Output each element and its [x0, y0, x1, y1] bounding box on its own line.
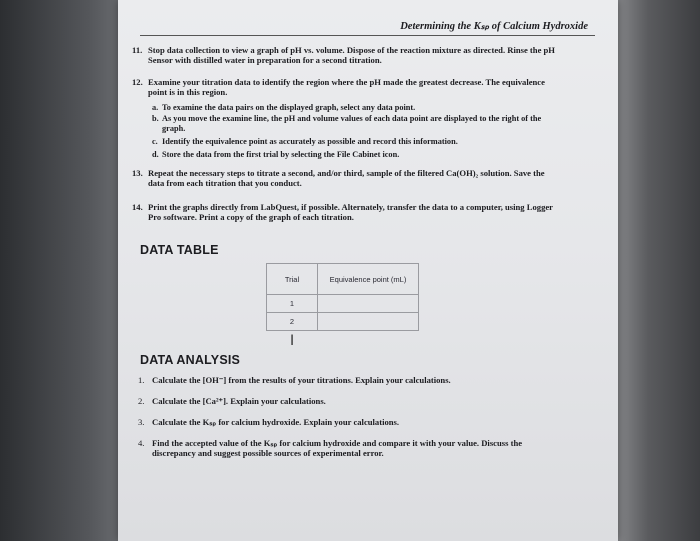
document-page [118, 0, 618, 541]
equivalence-point-cell[interactable] [318, 295, 419, 313]
trial-cell: 2 [267, 313, 318, 331]
substep-letter: c. [152, 137, 158, 146]
step-number: 11. [132, 45, 143, 55]
substep-letter: b. [152, 114, 159, 123]
analysis-text: Calculate the [Ca²⁺]. Explain your calculations. [152, 396, 326, 406]
step-text: Repeat the necessary steps to titrate a second, and/or third, sample of the filtered Ca(OH)₂ solution. Save the data from each titration that you conduct. [148, 168, 545, 188]
analysis-number: 4. [138, 438, 145, 448]
page-header-title: Determining the Kₛₚ of Calcium Hydroxide [400, 21, 588, 32]
step-number: 13. [132, 168, 143, 178]
table-row [267, 313, 419, 331]
data-table [266, 263, 419, 331]
table-row [267, 295, 419, 313]
column-header-equivalence-point: Equivalence point (mL) [318, 264, 419, 295]
analysis-text: Calculate the Kₛₚ for calcium hydroxide. Explain your calculations. [152, 417, 400, 427]
substep-text: As you move the examine line, the pH and volume values of each data point are displayed to the right of the graph. [162, 114, 542, 133]
data-analysis-heading: DATA ANALYSIS [140, 353, 241, 367]
equivalence-point-cell[interactable] [318, 313, 419, 331]
step-number: 12. [132, 77, 143, 87]
text-cursor-icon: I [290, 333, 295, 349]
step-number: 14. [132, 202, 143, 212]
step-text: Stop data collection to view a graph of pH vs. volume. Dispose of the reaction mixture as directed. Rinse the pH Sensor with distilled water in preparation for a second titration. [148, 45, 555, 65]
substep-text: Identify the equivalence point as accurately as possible and record this information. [162, 137, 458, 146]
column-header-trial: Trial [267, 264, 318, 295]
table-header-row [267, 264, 419, 295]
analysis-number: 1. [138, 375, 145, 385]
substep-text: Store the data from the first trial by selecting the File Cabinet icon. [162, 150, 400, 159]
background-left [0, 0, 128, 541]
analysis-text: Calculate the [OH⁻] from the results of your titrations. Explain your calculations. [152, 375, 451, 385]
step-text: Print the graphs directly from LabQuest, if possible. Alternately, transfer the data to a computer, using Logger Pro software. Print a copy of the graph of each titration. [148, 202, 553, 222]
header-rule [140, 35, 595, 36]
analysis-number: 2. [138, 396, 145, 406]
analysis-number: 3. [138, 417, 145, 427]
data-table-heading: DATA TABLE [140, 243, 219, 257]
substep-text: To examine the data pairs on the displayed graph, select any data point. [162, 103, 416, 112]
trial-cell: 1 [267, 295, 318, 313]
step-text: Examine your titration data to identify the region where the pH made the greatest decrease. The equivalence point is in this region. [148, 77, 545, 97]
substep-letter: a. [152, 103, 159, 112]
background-right [614, 0, 700, 541]
analysis-text: Find the accepted value of the Kₛₚ for calcium hydroxide and compare it with your value. Discuss the discrepancy and suggest possible sources of experimental error. [152, 438, 523, 458]
substep-letter: d. [152, 150, 159, 159]
